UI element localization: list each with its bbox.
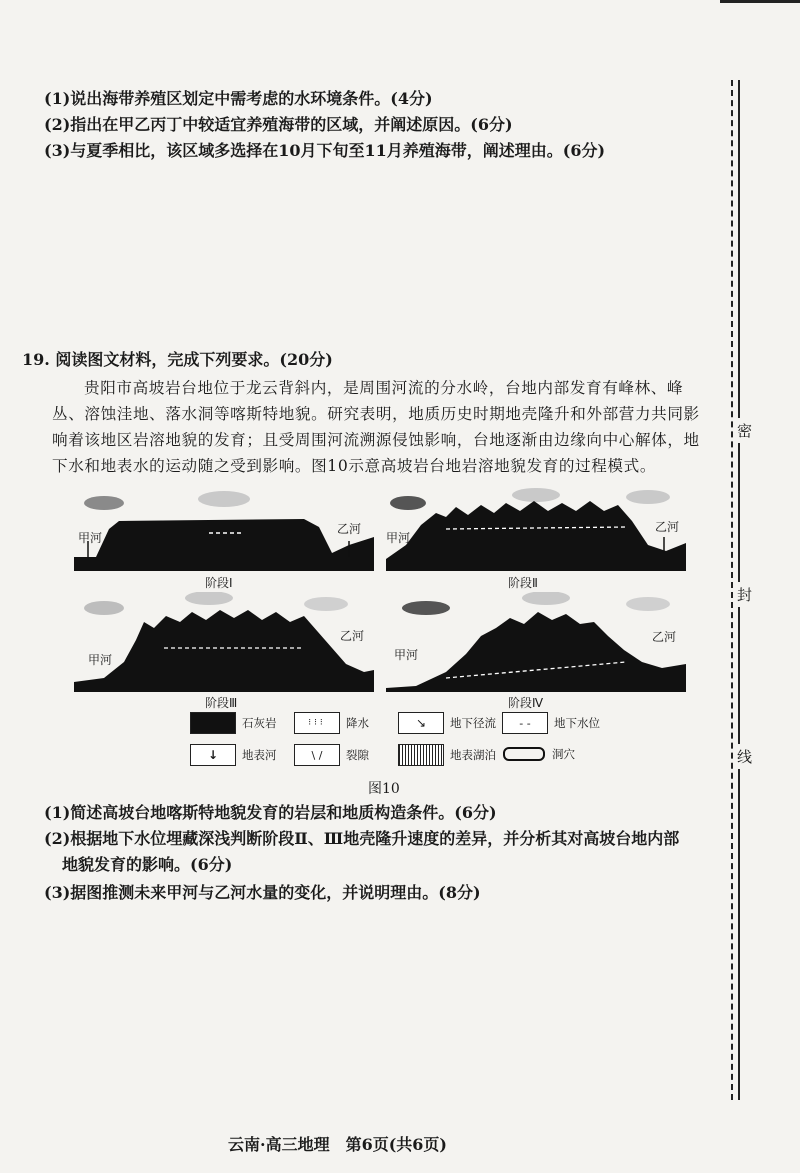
page-footer: 云南·高三地理 第6页(共6页): [228, 1135, 447, 1154]
limestone-peaks: [386, 501, 686, 571]
cave-icon: [502, 744, 546, 764]
seal-char-feng: 封: [737, 582, 752, 607]
question-19-part-2: (2)根据地下水位埋藏深浅判断阶段Ⅱ、Ⅲ地壳隆升速度的差异，并分析其对高坡台地内部: [44, 829, 680, 848]
groundwater-flow-icon: ↘: [398, 712, 444, 734]
legend-item: 石灰岩: [190, 712, 277, 734]
legend-item: \ / 裂隙: [294, 744, 369, 766]
legend-item: ↓ 地表河: [190, 744, 277, 766]
stage-1-left-river: 甲河: [78, 531, 103, 545]
stage-3-left-river: 甲河: [88, 653, 113, 667]
stage-3-label: 阶段Ⅲ: [205, 696, 238, 710]
stage-1-label: 阶段Ⅰ: [205, 576, 233, 590]
cloud-icon: [304, 597, 348, 611]
cloud-icon: [84, 496, 124, 510]
limestone-plateau: [74, 519, 374, 571]
stage-2-label: 阶段Ⅱ: [508, 576, 538, 590]
question-18-part-2: (2)指出在甲乙丙丁中较适宜养殖海带的区域，并阐述原因。(6分): [44, 115, 513, 134]
limestone-peaks: [386, 612, 686, 692]
fissure-icon: \ /: [294, 744, 340, 766]
cloud-icon: [512, 488, 560, 502]
stage-3-right-river: 乙河: [340, 629, 365, 643]
question-19-part-3: (3)据图推测未来甲河与乙河水量的变化，并说明理由。(8分): [44, 883, 481, 902]
stage-2-diagram: [386, 487, 686, 571]
question-19-heading: 19. 阅读图文材料，完成下列要求。(20分): [22, 350, 333, 369]
cloud-icon: [626, 490, 670, 504]
cloud-icon: [626, 597, 670, 611]
legend-item: ↘ 地下径流: [398, 712, 496, 734]
limestone-peaks: [74, 610, 374, 692]
surface-river-icon: ↓: [190, 744, 236, 766]
stage-4-diagram: [386, 592, 686, 692]
figure-caption: 图10: [368, 781, 400, 797]
legend-item: 洞穴: [502, 744, 575, 764]
legend-item: ⁝⁝⁝ 降水: [294, 712, 369, 734]
cloud-icon: [390, 496, 426, 510]
stage-1-diagram: [74, 487, 374, 571]
stage-4-label: 阶段Ⅳ: [508, 696, 544, 710]
stage-3-diagram: [74, 592, 374, 692]
stage-4-left-river: 甲河: [394, 648, 419, 662]
surface-lake-icon: [398, 744, 444, 766]
seal-char-mi: 密: [737, 418, 752, 443]
cloud-icon: [84, 601, 124, 615]
cloud-icon: [185, 592, 233, 605]
stage-2-left-river: 甲河: [386, 531, 411, 545]
seal-char-xian: 线: [737, 744, 752, 769]
cloud-icon: [522, 592, 570, 605]
cloud-icon: [402, 601, 450, 615]
cloud-icon: [198, 491, 250, 507]
question-19-material: 贵阳市高坡岩台地位于龙云背斜内，是周围河流的分水岭，台地内部发育有峰林、峰丛、溶蚀洼地、落水洞等喀斯特地貌。研究表明，地质历史时期地壳隆升和外部营力共同影响着该地区岩溶地貌的发育；且受周围河流溯源侵蚀影响，台地逐渐由边缘向中心解体，地下水和地表水的运动随之受到影响。图10示意高坡岩台地岩溶地貌发育的过程模式。: [52, 379, 700, 475]
seal-dashed-line: [731, 80, 733, 1100]
water-table-icon: - -: [502, 712, 548, 734]
stage-4-right-river: 乙河: [652, 630, 677, 644]
question-18-part-1: (1)说出海带养殖区划定中需考虑的水环境条件。(4分): [44, 89, 433, 108]
legend-item: - - 地下水位: [502, 712, 600, 734]
question-19-part-1: (1)简述高坡台地喀斯特地貌发育的岩层和地质构造条件。(6分): [44, 803, 497, 822]
legend-item: 地表湖泊: [398, 744, 496, 766]
question-18-part-3: (3)与夏季相比，该区域多选择在10月下旬至11月养殖海带，阐述理由。(6分): [44, 141, 606, 160]
stage-1-right-river: 乙河: [337, 522, 362, 536]
stage-2-right-river: 乙河: [655, 520, 680, 534]
figure-legend: [190, 712, 610, 772]
precipitation-icon: ⁝⁝⁝: [294, 712, 340, 734]
question-19-part-2-cont: 地貌发育的影响。(6分): [62, 855, 233, 874]
top-edge-line: [720, 0, 800, 3]
limestone-icon: [190, 712, 236, 734]
